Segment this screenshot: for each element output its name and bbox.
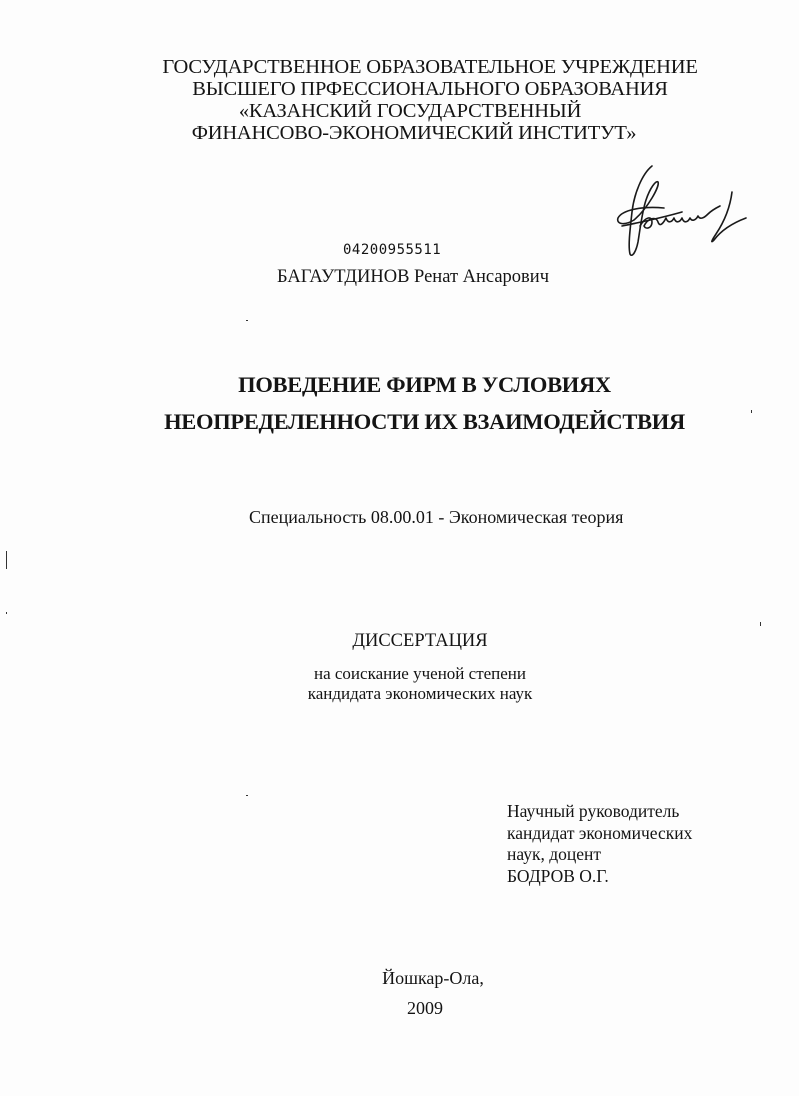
scan-mark <box>6 551 7 569</box>
work-type: ДИССЕРТАЦИЯ <box>352 631 488 651</box>
degree-line-2: кандидата экономических наук <box>307 684 533 703</box>
degree-line-1: на соискание ученой степени <box>313 664 527 683</box>
handwritten-signature <box>612 160 762 260</box>
city: Йошкар-Ола, <box>382 968 484 988</box>
supervisor-block <box>507 801 692 887</box>
scan-speck <box>246 795 248 796</box>
institution-line-1: ГОСУДАРСТВЕННОЕ ОБРАЗОВАТЕЛЬНОЕ УЧРЕЖДЕНИЕ <box>162 56 698 78</box>
dissertation-title <box>0 366 799 440</box>
title-line-1: ПОВЕДЕНИЕ ФИРМ В УСЛОВИЯХ <box>238 372 611 397</box>
registration-number: 04200955511 <box>343 242 442 258</box>
scan-speck <box>760 622 761 626</box>
scan-speck <box>751 410 752 413</box>
institution-line-2: ВЫСШЕГО ПРФЕССИОНАЛЬНОГО ОБРАЗОВАНИЯ <box>192 78 668 100</box>
supervisor-line-3: наук, доцент <box>507 844 602 864</box>
specialty: Специальность 08.00.01 - Экономическая теория <box>249 507 624 527</box>
degree-sought <box>0 664 799 704</box>
supervisor-line-2: кандидат экономических <box>507 822 693 843</box>
institution-line-3: «КАЗАНСКИЙ ГОСУДАРСТВЕННЫЙ <box>238 100 582 122</box>
year: 2009 <box>407 998 443 1018</box>
scan-speck <box>246 320 248 321</box>
title-line-2: НЕОПРЕДЕЛЕННОСТИ ИХ ВЗАИМОДЕЙСТВИЯ <box>164 409 685 434</box>
scan-speck <box>6 612 7 614</box>
institution-line-4: ФИНАНСОВО-ЭКОНОМИЧЕСКИЙ ИНСТИТУТ» <box>191 122 637 144</box>
supervisor-line-1: Научный руководитель <box>507 801 680 821</box>
supervisor-line-4: БОДРОВ О.Г. <box>507 865 609 886</box>
institution-header <box>0 56 799 144</box>
author-name: БАГАУТДИНОВ Ренат Ансарович <box>277 267 549 287</box>
